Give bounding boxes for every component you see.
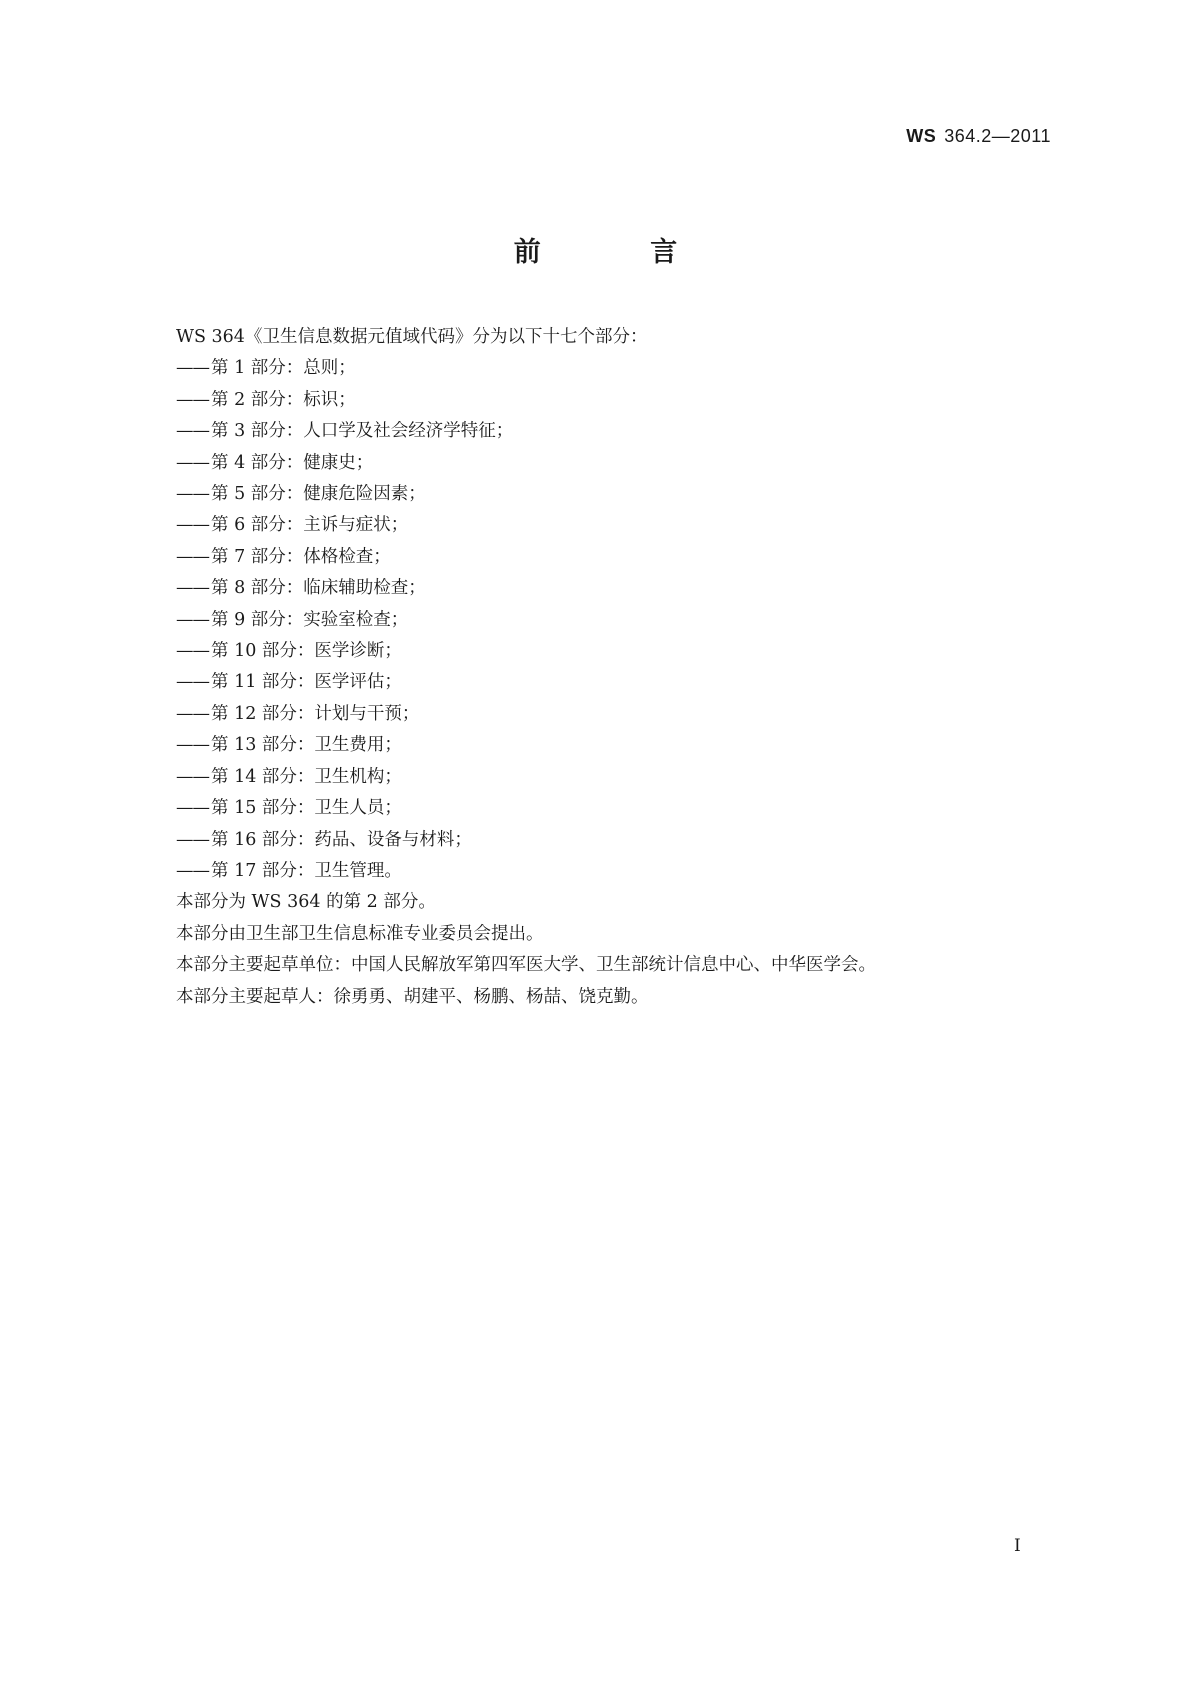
list-dash: —— — [176, 703, 209, 724]
list-item — [176, 667, 1036, 698]
part-label: 第 2 部分：标识； — [211, 389, 356, 410]
list-item — [176, 793, 1036, 824]
list-item — [176, 825, 1036, 856]
list-item — [176, 605, 1036, 636]
list-item — [176, 353, 1036, 384]
list-item — [176, 699, 1036, 730]
part-label: 第 8 部分：临床辅助检查； — [211, 578, 426, 599]
list-dash: —— — [176, 452, 209, 473]
drafting-units-statement: 本部分主要起草单位：中国人民解放军第四军医大学、卫生部统计信息中心、中华医学会。 — [176, 955, 876, 976]
part-label: 第 12 部分：计划与干预； — [211, 703, 420, 724]
list-item — [176, 510, 1036, 541]
list-dash: —— — [176, 735, 209, 756]
standard-number: 364.2—2011 — [944, 126, 1051, 146]
list-dash: —— — [176, 578, 209, 599]
drafters-statement: 本部分主要起草人：徐勇勇、胡建平、杨鹏、杨喆、饶克勤。 — [176, 986, 649, 1007]
part-label: 第 9 部分：实验室检查； — [211, 609, 409, 630]
foreword-body — [176, 322, 1036, 1013]
list-item — [176, 385, 1036, 416]
part-statement: 本部分为 WS 364 的第 2 部分。 — [176, 892, 436, 913]
intro-paragraph: WS 364《卫生信息数据元值域代码》分为以下十七个部分： — [176, 327, 648, 347]
list-item — [176, 762, 1036, 793]
list-item — [176, 856, 1036, 887]
proposer-statement: 本部分由卫生部卫生信息标准专业委员会提出。 — [176, 923, 544, 944]
list-dash: —— — [176, 609, 209, 630]
list-item — [176, 479, 1036, 510]
list-item — [176, 573, 1036, 604]
part-label: 第 15 部分：卫生人员； — [211, 798, 402, 819]
page-number: I — [1014, 1536, 1021, 1556]
list-dash: —— — [176, 798, 209, 819]
list-dash: —— — [176, 672, 209, 693]
list-item — [176, 448, 1036, 479]
list-dash: —— — [176, 546, 209, 567]
part-label: 第 3 部分：人口学及社会经济学特征； — [211, 421, 514, 442]
part-label: 第 1 部分：总则； — [211, 358, 356, 379]
part-label: 第 4 部分：健康史； — [211, 452, 374, 473]
list-dash: —— — [176, 860, 209, 881]
part-label: 第 7 部分：体格检查； — [211, 546, 391, 567]
part-label: 第 17 部分：卫生管理。 — [211, 860, 402, 881]
document-code — [906, 126, 1051, 147]
list-item — [176, 416, 1036, 447]
list-dash: —— — [176, 484, 209, 505]
list-dash: —— — [176, 358, 209, 379]
list-item — [176, 636, 1036, 667]
list-dash: —— — [176, 766, 209, 787]
part-label: 第 16 部分：药品、设备与材料； — [211, 829, 472, 850]
part-label: 第 14 部分：卫生机构； — [211, 766, 402, 787]
part-label: 第 10 部分：医学诊断； — [211, 641, 402, 662]
part-label: 第 13 部分：卫生费用； — [211, 735, 402, 756]
list-dash: —— — [176, 421, 209, 442]
list-dash: —— — [176, 829, 209, 850]
part-label: 第 6 部分：主诉与症状； — [211, 515, 409, 536]
part-label: 第 11 部分：医学评估； — [211, 672, 402, 693]
list-dash: —— — [176, 641, 209, 662]
page-title: 前 言 — [513, 237, 728, 268]
standard-prefix: WS — [906, 126, 937, 146]
list-item — [176, 730, 1036, 761]
list-item — [176, 542, 1036, 573]
list-dash: —— — [176, 389, 209, 410]
part-label: 第 5 部分：健康危险因素； — [211, 484, 426, 505]
list-dash: —— — [176, 515, 209, 536]
